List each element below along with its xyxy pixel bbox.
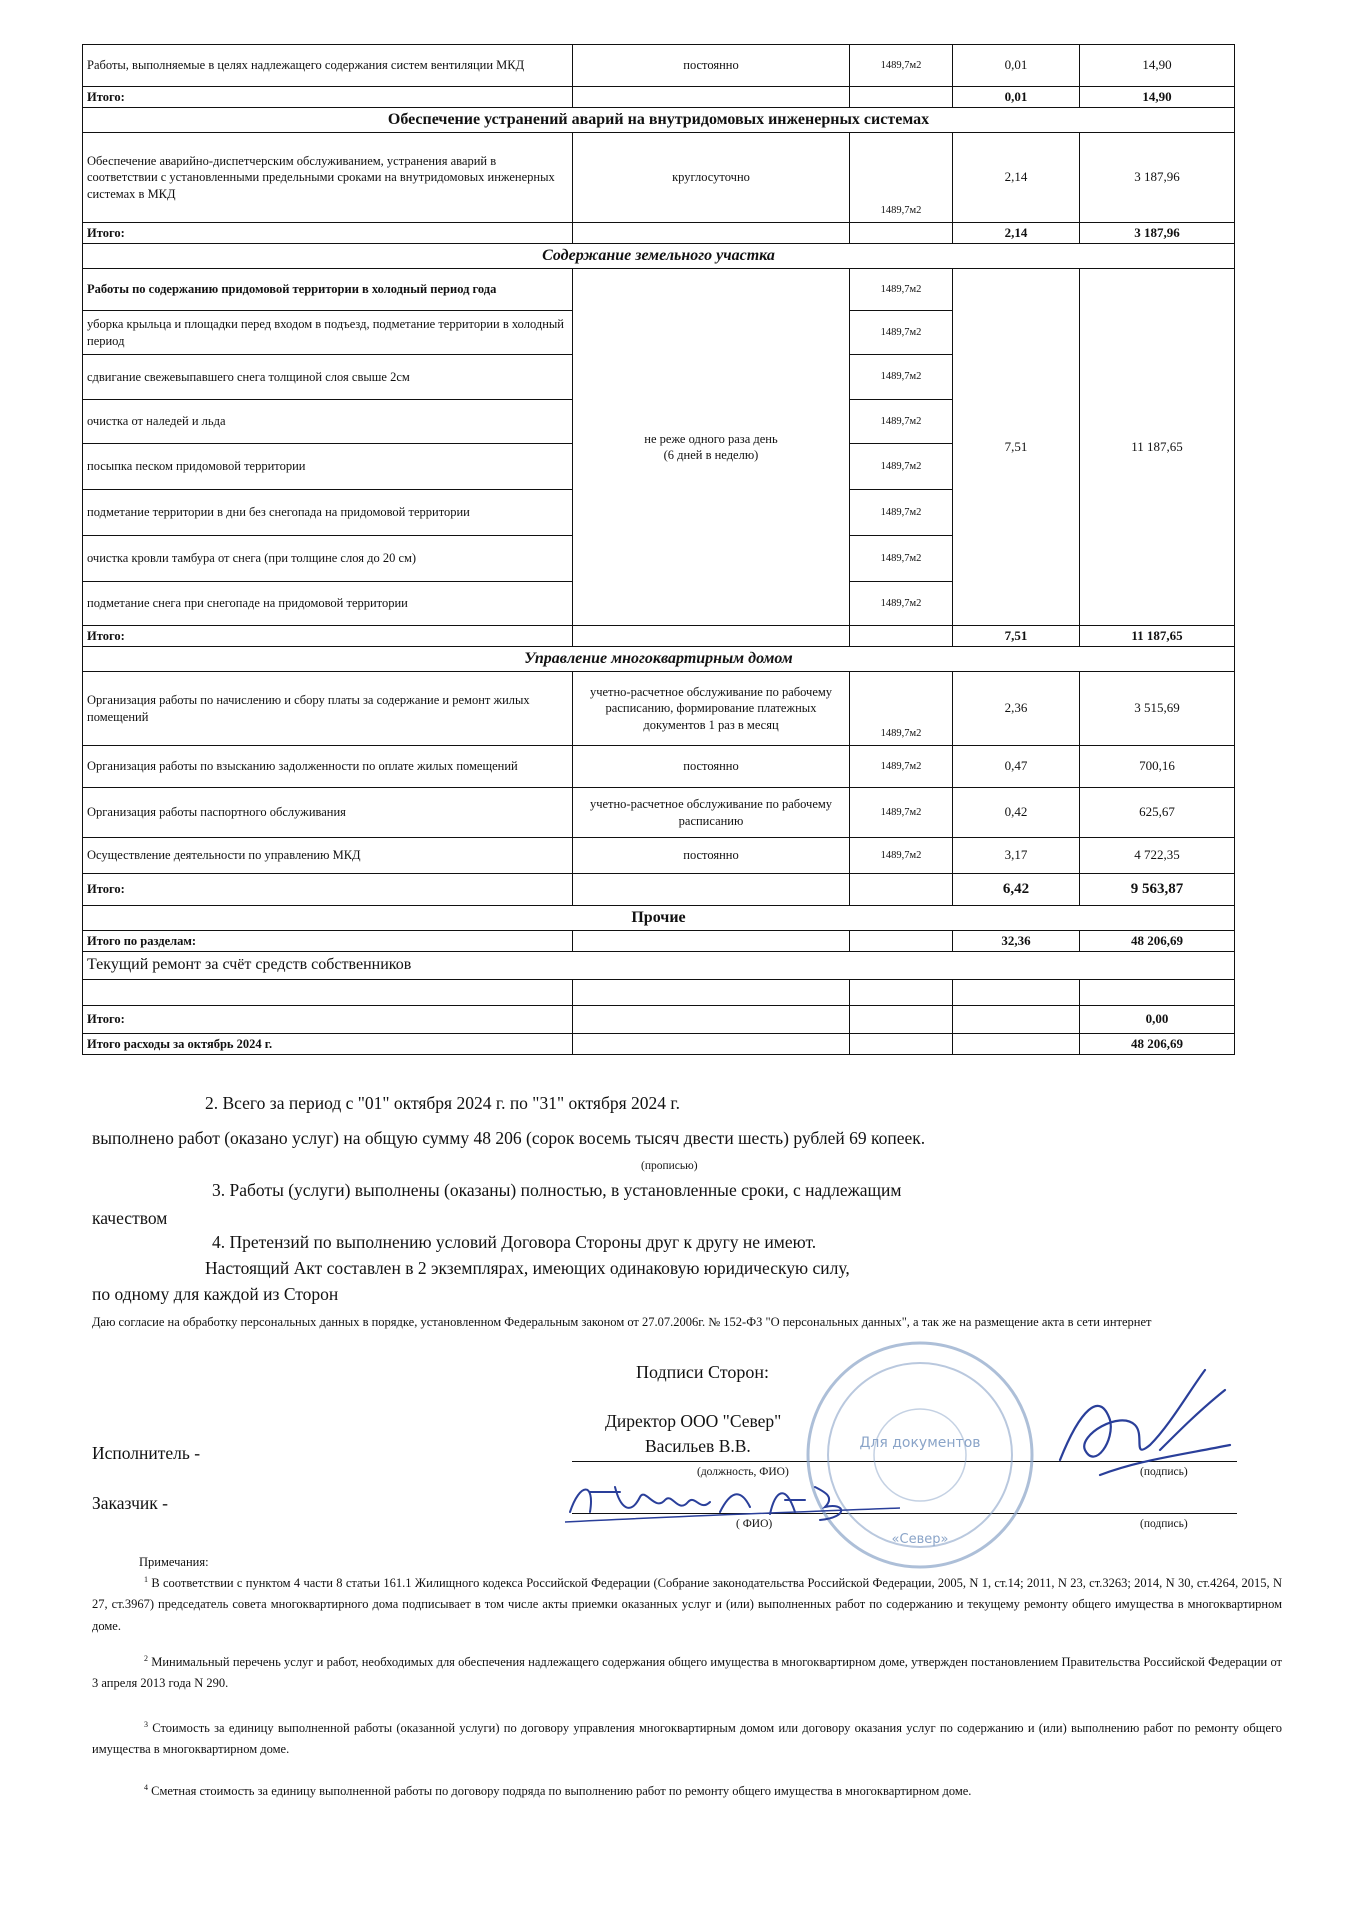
service-period: круглосуточно [573,133,850,223]
executor-signature-caption: (подпись) [1140,1466,1188,1478]
month-total-row [83,1034,1235,1055]
table-row [83,672,1235,746]
service-total: 700,16 [1080,746,1235,788]
subtotal-rate: 32,36 [953,931,1080,952]
service-rate: 0,47 [953,746,1080,788]
stamp-bottom-text: «Север» [891,1532,949,1547]
section-title: Управление многоквартирным домом [83,647,1235,672]
service-unit: 1489,7м2 [850,788,953,838]
table-row [83,788,1235,838]
paragraph-4: 4. Претензий по выполнению условий Договора Стороны друг к другу не имеют. [212,1232,817,1252]
subtotal-total: 48 206,69 [1080,1034,1235,1055]
stamp-text: Для документов [859,1435,981,1451]
note-number: 1 [144,1575,148,1584]
service-period-line: не реже одного раза день [644,431,778,446]
service-unit: 1489,7м2 [850,582,953,626]
service-period: постоянно [573,838,850,874]
service-name: Обеспечение аварийно-диспетчерским обслуживанием, устранения аварий в соответствии с установленными предельными сроками на внутридомовых инженерных системах в МКД [83,133,573,223]
note-number: 4 [144,1783,148,1792]
section-title: Прочие [83,906,1235,931]
service-unit: 1489,7м2 [850,355,953,400]
service-period: постоянно [573,746,850,788]
service-name: сдвигание свежевыпавшего снега толщиной слоя свыше 2см [83,355,573,400]
subtotal-label: Итого: [83,1006,573,1034]
service-unit: 1489,7м2 [850,746,953,788]
service-unit: 1489,7м2 [850,672,953,746]
section-title: Содержание земельного участка [83,244,1235,269]
subtotal-label: Итого: [83,223,573,244]
customer-signature-caption: (подпись) [1140,1518,1188,1530]
paragraph-2-line-2: выполнено работ (оказано услуг) на общую сумму 48 206 (сорок восемь тысяч двести шесть) рублей 69 копеек. [92,1128,926,1148]
paragraph-5-line-1: Настоящий Акт составлен в 2 экземплярах, имеющих одинаковую юридическую силу, [205,1258,850,1278]
service-name: уборка крыльца и площадки перед входом в подъезд, подметание территории в холодный период [83,311,573,355]
subtotal-total: 0,00 [1080,1006,1235,1034]
note-text: Минимальный перечень услуг и работ, необходимых для обеспечения надлежащего содержания общего имущества в многоквартирном доме, утвержден постановлением Правительства Российской Федерации от 3 апреля 2013 года N 290. [92,1655,1282,1691]
section-row [83,108,1235,133]
subtotal-row [83,1006,1235,1034]
subtotal-row [83,87,1235,108]
repair-label: Текущий ремонт за счёт средств собственников [83,952,1235,980]
notes-heading: Примечания: [139,1555,209,1569]
subtotal-rate: 0,01 [953,87,1080,108]
executor-label: Исполнитель - [92,1443,201,1463]
subtotal-label: Итого: [83,874,573,906]
section-row [83,906,1235,931]
service-rate: 7,51 [953,269,1080,626]
executor-handwritten-signature [1040,1350,1240,1500]
service-unit: 1489,7м2 [850,838,953,874]
service-unit: 1489,7м2 [850,269,953,311]
service-name: Организация работы паспортного обслуживания [83,788,573,838]
service-unit: 1489,7м2 [850,536,953,582]
service-period: учетно-расчетное обслуживание по рабочему расписанию [573,788,850,838]
service-total: 4 722,35 [1080,838,1235,874]
service-name: посыпка песком придомовой территории [83,444,573,490]
subtotal-total: 14,90 [1080,87,1235,108]
repair-row [83,952,1235,980]
service-rate: 2,36 [953,672,1080,746]
service-unit: 1489,7м2 [850,133,953,223]
paragraph-2-line-1: 2. Всего за период с "01" октября 2024 г. по "31" октября 2024 г. [205,1093,680,1113]
note-number: 2 [144,1654,148,1663]
service-unit: 1489,7м2 [850,490,953,536]
service-rate: 2,14 [953,133,1080,223]
service-period [573,269,850,626]
service-total: 11 187,65 [1080,269,1235,626]
subtotal-total: 9 563,87 [1080,874,1235,906]
service-period-line: (6 дней в неделю) [663,448,759,462]
service-period: учетно-расчетное обслуживание по рабочему расписанию, формирование платежных документов 1 раз в месяц [573,672,850,746]
service-name: Организация работы по взысканию задолженности по оплате жилых помещений [83,746,573,788]
paragraph-3-line-1: 3. Работы (услуги) выполнены (оказаны) полностью, в установленные сроки, с надлежащим [212,1180,902,1200]
table-row [83,746,1235,788]
table-row [83,133,1235,223]
personal-data-consent: Даю согласие на обработку персональных данных в порядке, установленном Федеральным законом от 27.07.2006г. № 152-ФЗ "О персональных данных", а так же на размещение акта в сети интернет [92,1315,1152,1329]
subtotal-label: Итого: [83,87,573,108]
section-row [83,244,1235,269]
section-title: Обеспечение устранений аварий на внутридомовых инженерных системах [83,108,1235,133]
subtotal-rate: 2,14 [953,223,1080,244]
service-period: постоянно [573,45,850,87]
service-name: подметание снега при снегопаде на придомовой территории [83,582,573,626]
paragraph-3-line-2: качеством [92,1208,168,1228]
customer-label: Заказчик - [92,1493,168,1513]
note-text: Сметная стоимость за единицу выполненной работы по договору подряда по выполнению работ по ремонту общего имущества в многоквартирном доме. [151,1784,972,1799]
service-rate: 3,17 [953,838,1080,874]
service-rate: 0,01 [953,45,1080,87]
subtotal-rate: 7,51 [953,626,1080,647]
executor-position-caption: (должность, ФИО) [697,1466,789,1478]
customer-handwritten-signature [560,1472,920,1532]
service-name: Работы, выполняемые в целях надлежащего содержания систем вентиляции МКД [83,45,573,87]
company-stamp-seal [800,1335,1040,1575]
service-unit: 1489,7м2 [850,45,953,87]
service-unit: 1489,7м2 [850,400,953,444]
table-row [83,45,1235,87]
note-1 [92,1573,1282,1637]
subtotal-rate: 6,42 [953,874,1080,906]
table-row [83,269,1235,311]
service-unit: 1489,7м2 [850,444,953,490]
note-text: Стоимость за единицу выполненной работы (оказанной услуги) по договору управления многоквартирным домом или договору оказания услуг по содержанию и (или) выполнению работ по ремонту общего имущества в многоквартирном доме. [92,1721,1283,1757]
subtotal-label: Итого по разделам: [83,931,573,952]
paragraph-5-line-2: по одному для каждой из Сторон [92,1284,339,1304]
table-row [83,838,1235,874]
note-text: В соответствии с пунктом 4 части 8 статьи 161.1 Жилищного кодекса Российской Федерации (Собрание законодательства Российской Федерации, 2005, N 1, ст.14; 2011, N 23, ст.3263; 2014, N 30, ст.4264, 2015, N 27, ст.3967) председатель совета многоквартирного дома подписывает в том числе акты приемки оказанных услуг и (или) выполненных работ по содержанию и текущему ремонту общего имущества в многоквартирном доме. [92,1576,1282,1633]
service-unit: 1489,7м2 [850,311,953,355]
table-row [83,980,1235,1006]
subtotal-total: 11 187,65 [1080,626,1235,647]
service-total: 3 187,96 [1080,133,1235,223]
subtotal-row [83,874,1235,906]
in-words-caption: (прописью) [641,1160,698,1172]
customer-name-caption: ( ФИО) [736,1518,773,1530]
signatures-heading: Подписи Сторон: [636,1362,770,1382]
service-name: очистка от наледей и льда [83,400,573,444]
note-2 [92,1652,1282,1695]
service-name: Организация работы по начислению и сбору платы за содержание и ремонт жилых помещений [83,672,573,746]
section-row [83,647,1235,672]
subtotal-label: Итого расходы за октябрь 2024 г. [83,1034,573,1055]
note-4 [92,1781,1282,1802]
service-total: 3 515,69 [1080,672,1235,746]
note-3 [92,1718,1282,1761]
service-name: Осуществление деятельности по управлению МКД [83,838,573,874]
subtotal-row [83,223,1235,244]
subtotal-row [83,626,1235,647]
service-name: Работы по содержанию придомовой территории в холодный период года [83,269,573,311]
services-table [82,44,1235,1055]
note-number: 3 [144,1720,148,1729]
service-name: подметание территории в дни без снегопада на придомовой территории [83,490,573,536]
service-total: 14,90 [1080,45,1235,87]
service-rate: 0,42 [953,788,1080,838]
subtotal-total: 48 206,69 [1080,931,1235,952]
subtotal-label: Итого: [83,626,573,647]
executor-name: Васильев В.В. [645,1436,751,1456]
service-name: очистка кровли тамбура от снега (при толщине слоя до 20 см) [83,536,573,582]
subtotal-total: 3 187,96 [1080,223,1235,244]
service-total: 625,67 [1080,788,1235,838]
sections-total-row [83,931,1235,952]
executor-position: Директор ООО "Север" [605,1411,782,1431]
